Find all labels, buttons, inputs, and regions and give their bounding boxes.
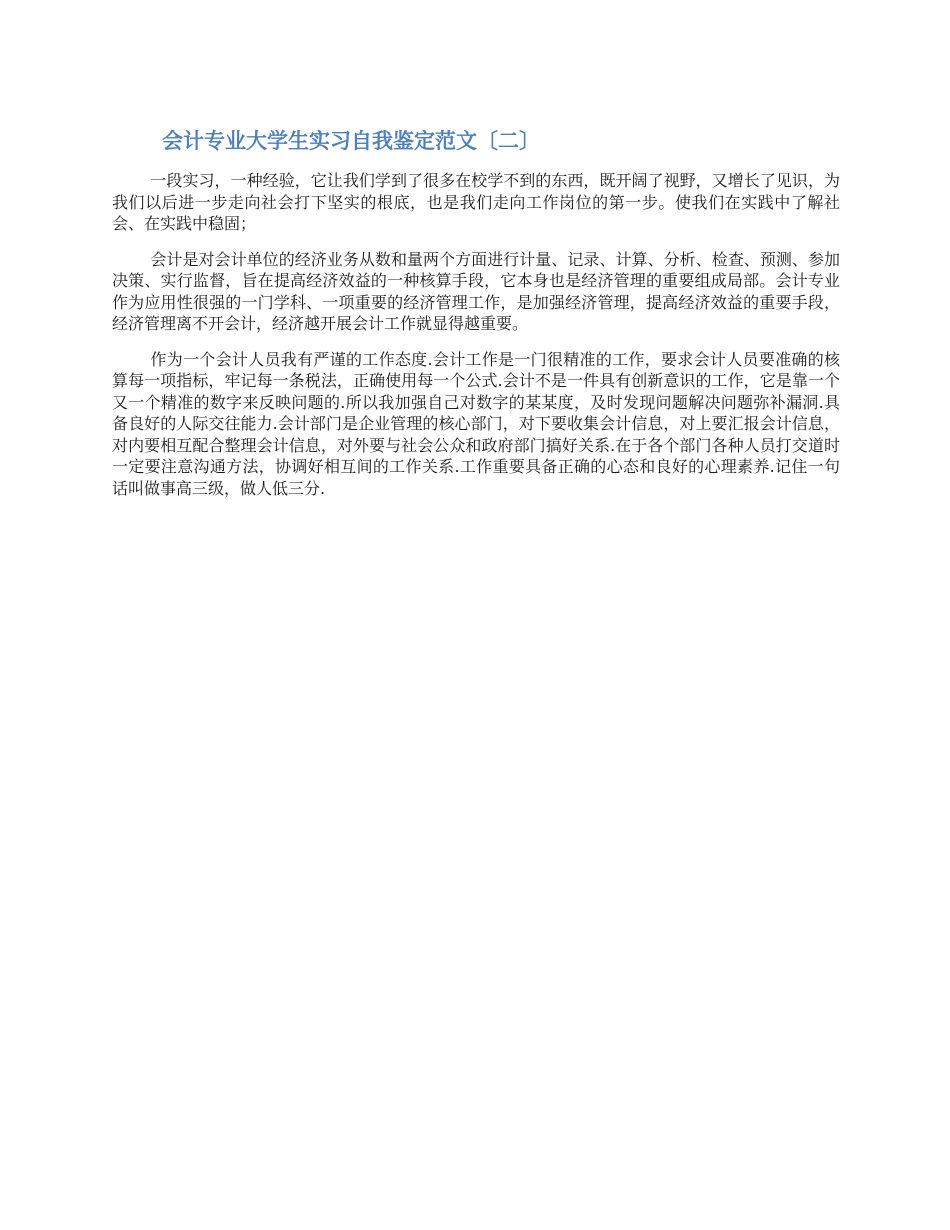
document-title: 会计专业大学生实习自我鉴定范文〔二〕 [162,129,540,153]
paragraph-3: 作为一个会计人员我有严谨的工作态度.会计工作是一门很精准的工作，要求会计人员要准确的核算每一项指标，牢记每一条税法，正确使用每一个公式.会计不是一件具有创新意识的工作，它是靠一个又一个精准的数字来反映问题的.所以我加强自己对数字的某某度，及时发现问题解决问题弥补漏洞.具备良好的人际交往能力.会计部门是企业管理的核心部门，对下要收集会计信息，对上要汇报会计信息，对内要相互配合整理会计信息，对外要与社会公众和政府部门搞好关系.在于各个部门各种人员打交道时一定要注意沟通方法，协调好相互间的工作关系.工作重要具备正确的心态和良好的心理素养.记住一句话叫做事高三级，做人低三分. [112,349,840,498]
paragraph-2: 会计是对会计单位的经济业务从数和量两个方面进行计量、记录、计算、分析、检查、预测、参加决策、实行监督，旨在提高经济效益的一种核算手段，它本身也是经济管理的重要组成局部。会计专业作为应用性很强的一门学科、一项重要的经济管理工作，是加强经济管理，提高经济效益的重要手段，经济管理离不开会计，经济越开展会计工作就显得越重要。 [112,249,840,333]
paragraph-1: 一段实习，一种经验，它让我们学到了很多在校学不到的东西，既开阔了视野，又增长了见识，为我们以后进一步走向社会打下坚实的根底，也是我们走向工作岗位的第一步。使我们在实践中了解社会、在实践中稳固； [112,171,840,233]
document-body [112,170,840,513]
